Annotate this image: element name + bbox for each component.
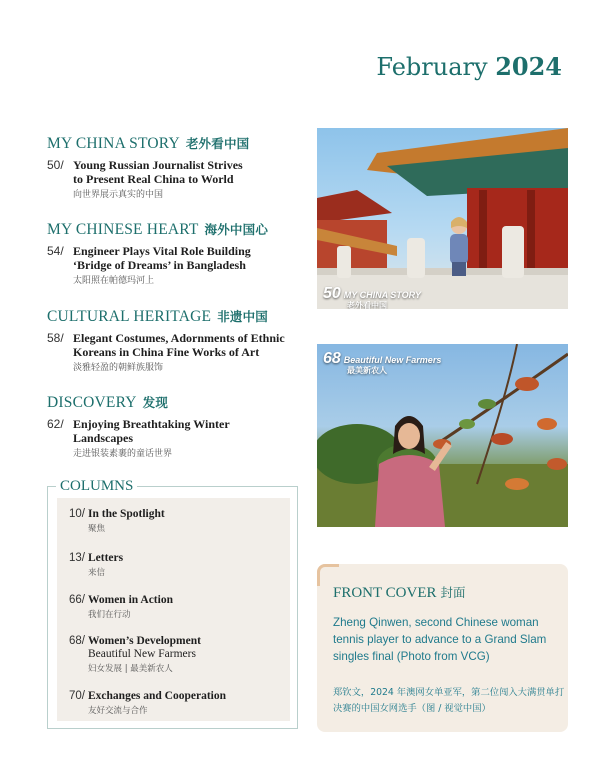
section-heading — [47, 393, 307, 412]
article-title-line1: Elegant Costumes, Adornments of Ethnic — [73, 331, 285, 345]
section-heading — [47, 220, 307, 239]
section-heading-cn: 发现 — [142, 395, 169, 410]
column-item[interactable] — [61, 552, 284, 580]
photo-label-cn: 最美新农人 — [347, 366, 387, 375]
column-subtitle-cn: 聚焦 — [88, 524, 106, 534]
photo-beautiful-new-farmers[interactable] — [317, 344, 568, 527]
article-title-line2: Koreans in China Fine Works of Art — [73, 345, 260, 359]
section-my-chinese-heart — [47, 220, 307, 288]
photo-label-en: Beautiful New Farmers — [343, 355, 442, 365]
photo-label — [323, 350, 441, 376]
column-title: Women’s Development — [88, 635, 201, 647]
issue-month: February — [376, 53, 488, 81]
page-number: 50/ — [47, 158, 64, 172]
column-subtitle-cn: 我们在行动 — [88, 610, 131, 620]
section-heading-en: MY CHINA STORY — [47, 135, 180, 152]
photo-label-en: MY CHINA STORY — [343, 290, 421, 300]
photo-label-cn: 老外看中国 — [347, 301, 387, 309]
front-cover-caption-en: Zheng Qinwen, second Chinese woman tennis player to advance to a Grand Slam singles final (Photo from VCG) — [333, 616, 547, 663]
column-item[interactable] — [61, 508, 284, 536]
page-number: 13/ — [69, 552, 85, 564]
column-subtitle-cn: 妇女发展 | 最美新农人 — [88, 664, 173, 674]
section-my-china-story — [47, 134, 307, 202]
columns-box — [47, 478, 298, 729]
column-subtitle-cn: 友好交流与合作 — [88, 706, 148, 716]
section-discovery — [47, 393, 307, 461]
page-number: 66/ — [69, 594, 85, 606]
toc-entry[interactable] — [47, 331, 307, 375]
section-cultural-heritage — [47, 307, 307, 375]
section-heading-en: MY CHINESE HEART — [47, 221, 199, 238]
article-title-line2: Landscapes — [73, 431, 134, 445]
section-heading — [47, 307, 307, 326]
column-subtitle-en: Beautiful New Farmers — [88, 648, 196, 660]
page-number: 10/ — [69, 508, 85, 520]
front-cover-heading-cn: 封面 — [440, 585, 466, 600]
page-number: 54/ — [47, 244, 64, 258]
article-subtitle-cn: 太阳照在帕德玛河上 — [73, 276, 155, 286]
article-subtitle-cn: 向世界展示真实的中国 — [73, 190, 164, 200]
column-item[interactable] — [61, 635, 284, 676]
column-item[interactable] — [61, 690, 284, 718]
forbidden-city-illustration — [317, 128, 568, 309]
photo-page-number: 68 — [323, 350, 341, 367]
column-title: Exchanges and Cooperation — [88, 690, 227, 702]
section-heading — [47, 134, 307, 153]
photo-label — [323, 285, 421, 309]
column-subtitle-cn: 来信 — [88, 568, 106, 578]
page-number: 68/ — [69, 635, 85, 647]
column-title: Letters — [88, 552, 124, 564]
article-title-line2: to Present Real China to World — [73, 172, 234, 186]
toc-entry[interactable] — [47, 244, 307, 288]
section-heading-en: CULTURAL HERITAGE — [47, 308, 212, 325]
page-number: 62/ — [47, 417, 64, 431]
article-title-line1: Young Russian Journalist Strives — [73, 158, 243, 172]
toc-entry[interactable] — [47, 158, 307, 202]
toc-entry[interactable] — [47, 417, 307, 461]
photo-my-china-story[interactable] — [317, 128, 568, 309]
article-title-line2: ‘Bridge of Dreams’ in Bangladesh — [73, 258, 246, 272]
front-cover-heading — [333, 583, 466, 602]
article-title-line1: Engineer Plays Vital Role Building — [73, 244, 251, 258]
front-cover-box — [317, 564, 568, 732]
section-heading-en: DISCOVERY — [47, 394, 137, 411]
columns-list — [57, 498, 290, 721]
article-title-line1: Enjoying Breathtaking Winter — [73, 417, 230, 431]
photo-page-number: 50 — [323, 285, 341, 302]
issue-year: 2024 — [495, 52, 562, 81]
section-heading-cn: 老外看中国 — [185, 136, 250, 151]
front-cover-heading-en: FRONT COVER — [333, 585, 437, 601]
front-cover-caption-cn: 郑钦文，2024 年澳网女单亚军，第二位闯入大满贯单打决赛的中国女网选手（图 / 视觉中国） — [333, 687, 565, 714]
column-item[interactable] — [61, 594, 284, 622]
article-subtitle-cn: 走进银装素裹的童话世界 — [73, 449, 173, 459]
columns-heading: COLUMNS — [56, 478, 137, 495]
article-subtitle-cn: 淡雅轻盈的朝鲜族服饰 — [73, 363, 164, 373]
issue-date — [376, 52, 562, 81]
corner-ornament — [317, 564, 339, 586]
page-number: 70/ — [69, 690, 85, 702]
column-title: Women in Action — [88, 594, 173, 606]
page-number: 58/ — [47, 331, 64, 345]
column-title: In the Spotlight — [88, 508, 165, 520]
section-heading-cn: 非遗中国 — [217, 309, 268, 324]
section-heading-cn: 海外中国心 — [204, 222, 269, 237]
